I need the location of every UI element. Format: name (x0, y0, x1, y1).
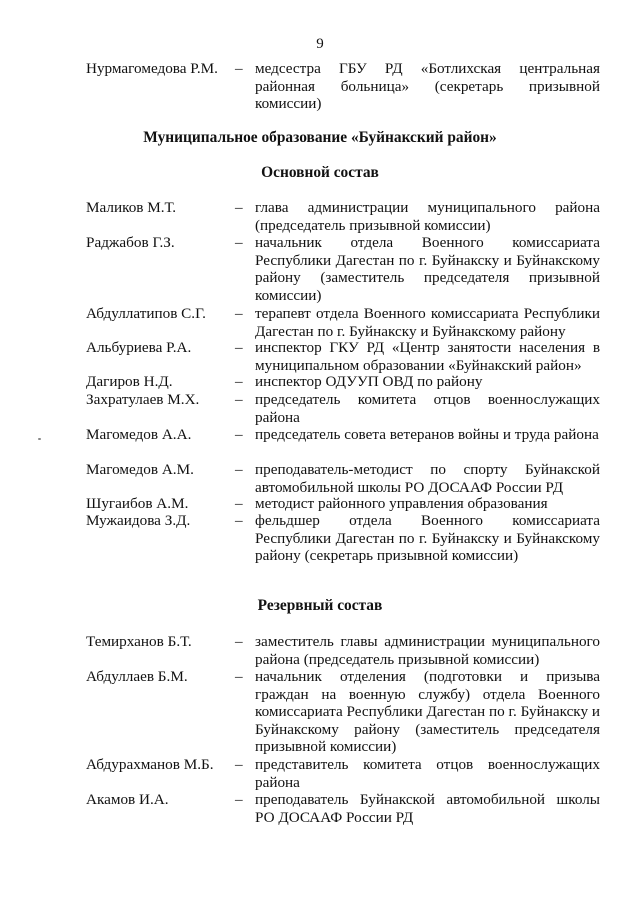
member-name: Мужаидова З.Д. (86, 512, 191, 529)
dash-separator: – (235, 391, 243, 408)
member-role: глава администрации муниципального района (председатель призывной комиссии) (255, 199, 600, 234)
dash-separator: – (235, 373, 243, 390)
member-role: заместитель главы администрации муниципального района (председатель призывной комиссии) (255, 633, 600, 668)
dash-separator: – (235, 512, 243, 529)
dash-separator: – (235, 234, 243, 251)
dash-separator: – (235, 60, 243, 77)
member-role: преподаватель Буйнакской автомобильной школы РО ДОСААФ России РД (255, 791, 600, 826)
member-name: Дагиров Н.Д. (86, 373, 173, 390)
dash-separator: – (235, 791, 243, 808)
dash-separator: – (235, 633, 243, 650)
main-composition-heading: Основной состав (261, 164, 379, 181)
member-name: Нурмагомедова Р.М. (86, 60, 218, 77)
member-role: преподаватель-методист по спорту Буйнакской автомобильной школы РО ДОСААФ России РД (255, 461, 600, 496)
member-role: председатель комитета отцов военнослужащих района (255, 391, 600, 426)
member-name: Магомедов А.М. (86, 461, 194, 478)
dash-separator: – (235, 756, 243, 773)
dash-separator: – (235, 305, 243, 322)
member-role: терапевт отдела Военного комиссариата Республики Дагестан по г. Буйнакску и Буйнакскому району (255, 305, 600, 340)
member-role: фельдшер отдела Военного комиссариата Республики Дагестан по г. Буйнакску и Буйнакскому району (секретарь призывной комиссии) (255, 512, 600, 565)
member-role: председатель совета ветеранов войны и труда района (255, 426, 599, 443)
member-name: Акамов И.А. (86, 791, 169, 808)
dash-separator: – (235, 668, 243, 685)
municipality-heading: Муниципальное образование «Буйнакский район» (143, 129, 497, 146)
member-name: Абдуллаев Б.М. (86, 668, 188, 685)
member-name: Абдурахманов М.Б. (86, 756, 214, 773)
member-name: Раджабов Г.З. (86, 234, 175, 251)
member-role: методист районного управления образования (255, 495, 548, 512)
reserve-composition-heading: Резервный состав (257, 597, 383, 614)
member-name: Абдуллатипов С.Г. (86, 305, 206, 322)
dash-separator: – (235, 199, 243, 216)
member-role: медсестра ГБУ РД «Ботлихская центральная районная больница» (секретарь призывной комиссии) (255, 60, 600, 113)
member-role: начальник отделения (подготовки и призыва граждан на военную службу) отдела Военного комиссариата Республики Дагестан по г. Буйнакску и Буйнакскому району (заместитель председателя призывной комиссии) (255, 668, 600, 756)
scan-speck (38, 438, 41, 440)
member-name: Темирханов Б.Т. (86, 633, 192, 650)
dash-separator: – (235, 461, 243, 478)
page-number: 9 (316, 36, 324, 52)
member-name: Альбуриева Р.А. (86, 339, 192, 356)
member-role: инспектор ГКУ РД «Центр занятости населения в муниципальном образовании «Буйнакский район» (255, 339, 600, 374)
member-role: представитель комитета отцов военнослужащих района (255, 756, 600, 791)
member-role: инспектор ОДУУП ОВД по району (255, 373, 483, 390)
member-name: Магомедов А.А. (86, 426, 192, 443)
dash-separator: – (235, 495, 243, 512)
member-role: начальник отдела Военного комиссариата Республики Дагестан по г. Буйнакску и Буйнакскому району (заместитель председателя призывной комиссии) (255, 234, 600, 304)
dash-separator: – (235, 426, 243, 443)
member-name: Маликов М.Т. (86, 199, 177, 216)
member-name: Шугаибов А.М. (86, 495, 189, 512)
dash-separator: – (235, 339, 243, 356)
member-name: Захратулаев М.Х. (86, 391, 200, 408)
